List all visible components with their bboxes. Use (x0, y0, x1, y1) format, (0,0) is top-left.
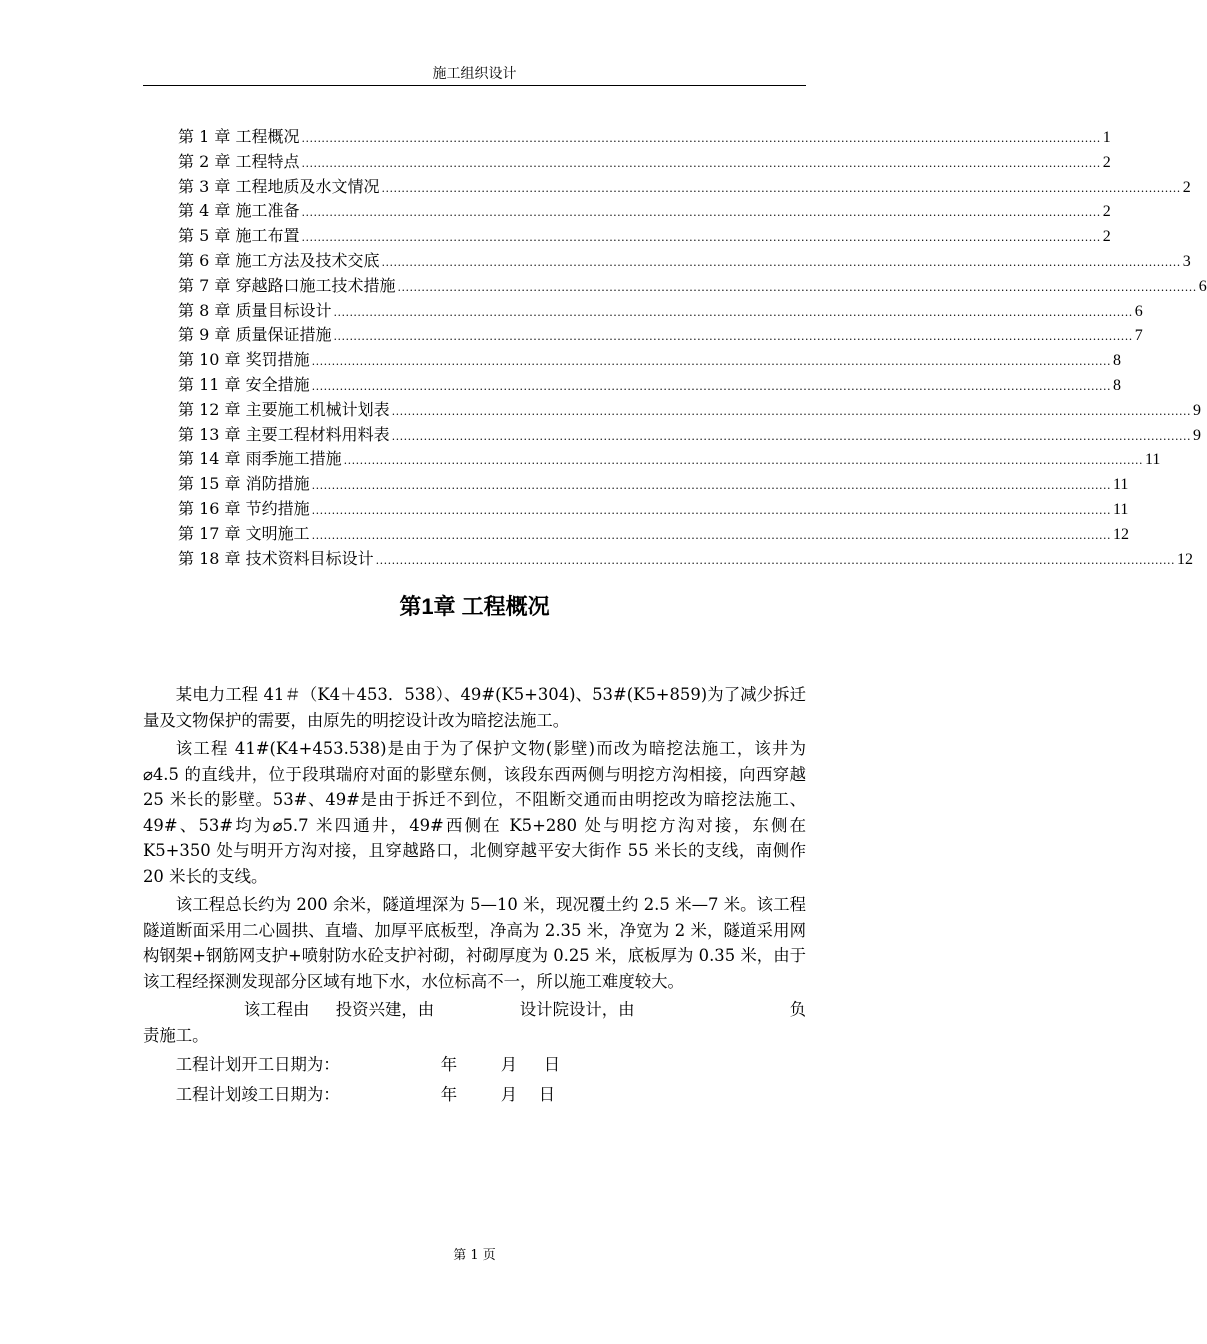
toc-entry-page: 11 (1112, 500, 1129, 518)
toc-entry[interactable] (178, 175, 1191, 200)
toc-entry-label: 第 16 章 节约措施 (178, 498, 310, 518)
toc-entry-label: 第 15 章 消防措施 (178, 474, 310, 494)
toc-entry-label: 第 12 章 主要施工机械计划表 (178, 399, 390, 419)
toc-leader: ........................................................................................................................................................................................................ (381, 181, 1181, 195)
body-paragraph: 某电力工程 41＃（K4＋453．538）、49#(K5+304)、53#(K5+859)为了减少拆迁量及文物保护的需要，由原先的明挖设计改为暗挖法施工。 (143, 685, 806, 730)
toc-entry[interactable] (178, 522, 1129, 547)
toc-entry-page: 1 (1102, 129, 1111, 146)
body-paragraph: 该工程 41#(K4+453.538)是由于为了保护文物(影壁)而改为暗挖法施工，该井为⌀4.5 的直线井，位于段琪瑞府对面的影壁东侧，该段东西两侧与明挖方沟相接，向西穿越 25 米长的影壁。53#、49#是由于拆迁不到位，不阻断交通而由明挖改为暗挖法施工、49#、53#均为⌀5.7 米四通井，49#西侧在 K5+280 处与明挖方沟对接，东侧在 K5+350 处与明开方沟对接，且穿越路口，北侧穿越平安大街作 55 米长的支线，南侧作 20 米长的支线。 (143, 739, 806, 886)
toc-leader: ........................................................................................................................................................................................................ (391, 429, 1191, 443)
toc-entry-page: 2 (1102, 228, 1111, 246)
fill-text: 设计院设计，由 (519, 1000, 635, 1019)
toc-entry[interactable] (178, 547, 1193, 572)
toc-leader: ........................................................................................................................................................................................................ (375, 553, 1175, 567)
toc-leader: ........................................................................................................................................................................................................ (311, 503, 1111, 517)
toc-leader: ........................................................................................................................................................................................................ (343, 454, 1143, 468)
toc-entry-page: 2 (1102, 203, 1111, 221)
toc-leader: ........................................................................................................................................................................................................ (301, 156, 1101, 170)
toc-entry-label: 第 8 章 质量目标设计 (178, 300, 332, 320)
toc-entry-label: 第 17 章 文明施工 (178, 523, 310, 543)
header-divider (143, 85, 806, 86)
fill-text: 该工程由 (243, 1000, 310, 1019)
toc-entry-label: 第 1 章 工程概况 (178, 127, 300, 146)
toc-entry-page: 11 (1112, 476, 1129, 494)
toc-entry[interactable] (178, 199, 1111, 224)
toc-entry-page: 11 (1144, 451, 1161, 469)
toc-entry-page: 9 (1192, 426, 1201, 444)
toc-entry-page: 6 (1134, 302, 1143, 320)
toc-leader: ........................................................................................................................................................................................................ (301, 132, 1101, 145)
toc-entry-page: 12 (1176, 550, 1193, 568)
date-day: 日 (538, 1084, 556, 1104)
toc-entry-label: 第 11 章 安全措施 (178, 374, 310, 394)
toc-entry[interactable] (178, 323, 1143, 348)
toc-entry[interactable] (178, 398, 1201, 423)
end-date-line (143, 1082, 806, 1108)
toc-entry[interactable] (178, 423, 1201, 448)
toc-entry-label: 第 6 章 施工方法及技术交底 (178, 250, 380, 270)
toc-entry-page: 8 (1112, 352, 1121, 370)
date-label: 工程计划竣工日期为： (175, 1084, 340, 1104)
start-date-line (143, 1052, 806, 1078)
toc-entry[interactable] (178, 249, 1191, 274)
date-month: 月 (500, 1055, 518, 1074)
toc-entry-label: 第 7 章 穿越路口施工技术措施 (178, 275, 396, 295)
toc-leader: ........................................................................................................................................................................................................ (311, 479, 1111, 493)
toc-entry[interactable] (178, 274, 1207, 299)
date-year: 年 (440, 1084, 458, 1104)
toc-entry-page: 6 (1198, 277, 1207, 295)
toc-entry-label: 第 5 章 施工布置 (178, 226, 300, 246)
toc-leader: ........................................................................................................................................................................................................ (391, 404, 1191, 418)
toc-entry[interactable] (178, 299, 1143, 324)
toc-entry-label: 第 4 章 施工准备 (178, 201, 300, 221)
chapter-heading: 第1章 工程概况 (399, 594, 550, 619)
toc-entry[interactable] (178, 348, 1121, 373)
toc-entry[interactable] (178, 497, 1129, 522)
page-footer: 第 1 页 (453, 1248, 496, 1263)
toc-entry-label: 第 3 章 工程地质及水文情况 (178, 176, 380, 196)
toc-entry-page: 9 (1192, 401, 1201, 419)
toc-leader: ........................................................................................................................................................................................................ (333, 305, 1133, 319)
date-month: 月 (500, 1084, 518, 1104)
project-parties-line (143, 997, 806, 1023)
toc-entry-page: 2 (1182, 178, 1191, 196)
toc-leader: ........................................................................................................................................................................................................ (301, 231, 1101, 245)
toc-leader: ........................................................................................................................................................................................................ (301, 206, 1101, 220)
toc-leader: ........................................................................................................................................................................................................ (333, 330, 1133, 344)
page-header: 施工组织设计 (432, 66, 517, 82)
toc-entry-label: 第 10 章 奖罚措施 (178, 350, 310, 370)
toc-leader: ........................................................................................................................................................................................................ (311, 379, 1111, 393)
toc-entry[interactable] (178, 472, 1129, 497)
toc-leader: ........................................................................................................................................................................................................ (381, 255, 1181, 269)
fill-text: 负 (789, 1000, 806, 1019)
date-label: 工程计划开工日期为： (175, 1055, 340, 1074)
toc-entry-page: 7 (1134, 327, 1143, 345)
date-day: 日 (543, 1055, 561, 1074)
body-paragraph: 该工程总长约为 200 余米，隧道埋深为 5—10 米，现况覆土约 2.5 米—7 米。该工程隧道断面采用二心圆拱、直墙、加厚平底板型，净高为 2.35 米，净宽为 2 米，隧道采用网构钢架+钢筋网支护+喷射防水砼支护衬砌，衬砌厚度为 0.25 米，底板厚为 0.35 米，由于该工程经探测发现部分区域有地下水，水位标高不一，所以施工难度较大。 (143, 895, 806, 991)
toc-entry-page: 12 (1112, 525, 1129, 543)
toc-leader: ........................................................................................................................................................................................................ (311, 528, 1111, 542)
chapter-body (143, 682, 806, 1107)
toc-entry-page: 3 (1182, 252, 1191, 270)
toc-entry[interactable] (178, 224, 1111, 249)
fill-text: 投资兴建，由 (335, 1000, 435, 1019)
date-year: 年 (440, 1055, 458, 1074)
toc-entry-label: 第 14 章 雨季施工措施 (178, 449, 342, 469)
toc-entry[interactable] (178, 125, 1111, 150)
toc-leader: ........................................................................................................................................................................................................ (311, 355, 1111, 369)
fill-text-continuation: 责施工。 (143, 1025, 209, 1045)
toc-entry-label: 第 13 章 主要工程材料用料表 (178, 424, 390, 444)
toc-entry-label: 第 9 章 质量保证措施 (178, 325, 332, 345)
toc-entry-page: 8 (1112, 376, 1121, 394)
toc-entry-label: 第 2 章 工程特点 (178, 151, 300, 171)
toc-entry[interactable] (178, 447, 1161, 472)
table-of-contents (178, 125, 1207, 571)
toc-leader: ........................................................................................................................................................................................................ (397, 280, 1197, 294)
toc-entry[interactable] (178, 150, 1111, 175)
toc-entry-page: 2 (1102, 153, 1111, 171)
toc-entry[interactable] (178, 373, 1121, 398)
toc-entry-label: 第 18 章 技术资料目标设计 (178, 548, 374, 568)
